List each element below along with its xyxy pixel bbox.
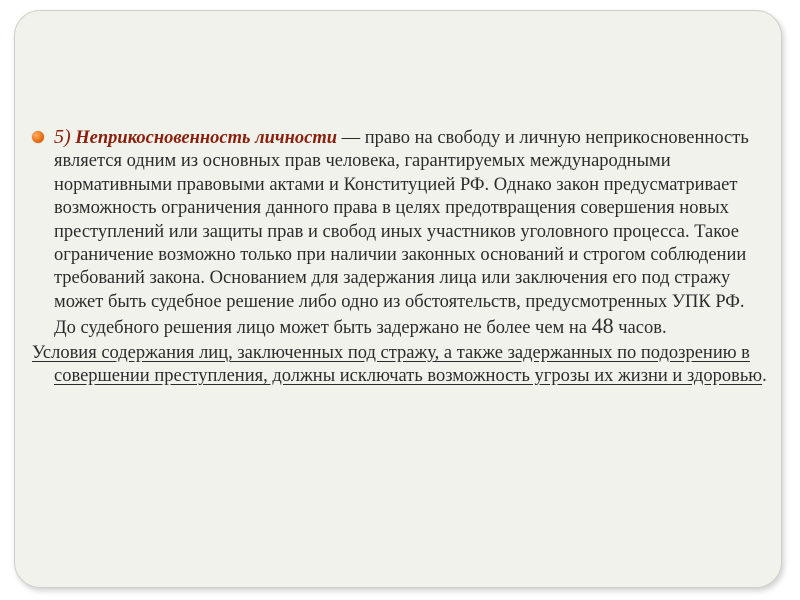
conditions-period: .	[762, 366, 767, 387]
slide-content	[32, 126, 770, 388]
orange-bullet-icon	[32, 131, 44, 143]
paragraph-text: — право на свободу и личную неприкосновенность является одним из основных прав человека, гарантируемых международными нормативными правовыми актами и Конституцией РФ. Однако закон предусматривает возможность ограничения данного права в целях предотвращения совершения новых преступлений или защиты прав и свобод иных участников уголовного процесса. Такое ограничение возможно только при наличии законных оснований и строгом соблюдении требований закона. Основанием для задержания лица или заключения его под стражу может быть судебное решение либо одно из обстоятельств, предусмотренных УПК РФ. До судебного решения лицо может быть задержано не более чем на	[54, 128, 749, 339]
conditions-paragraph	[32, 342, 770, 389]
paragraph-text-end: часов.	[613, 318, 667, 339]
conditions-underlined-text: Условия содержания лиц, заключенных под стражу, а также задержанных по подозрению в совершении преступления, должны исключать возможность угрозы их жизни и здоровью	[32, 342, 763, 387]
bullet-paragraph	[32, 126, 770, 341]
lead-term-text: Неприкосновенность личности	[75, 128, 338, 148]
lead-number: 5)	[54, 126, 71, 148]
hours-number: 48	[591, 313, 614, 339]
lead-term	[71, 128, 337, 148]
